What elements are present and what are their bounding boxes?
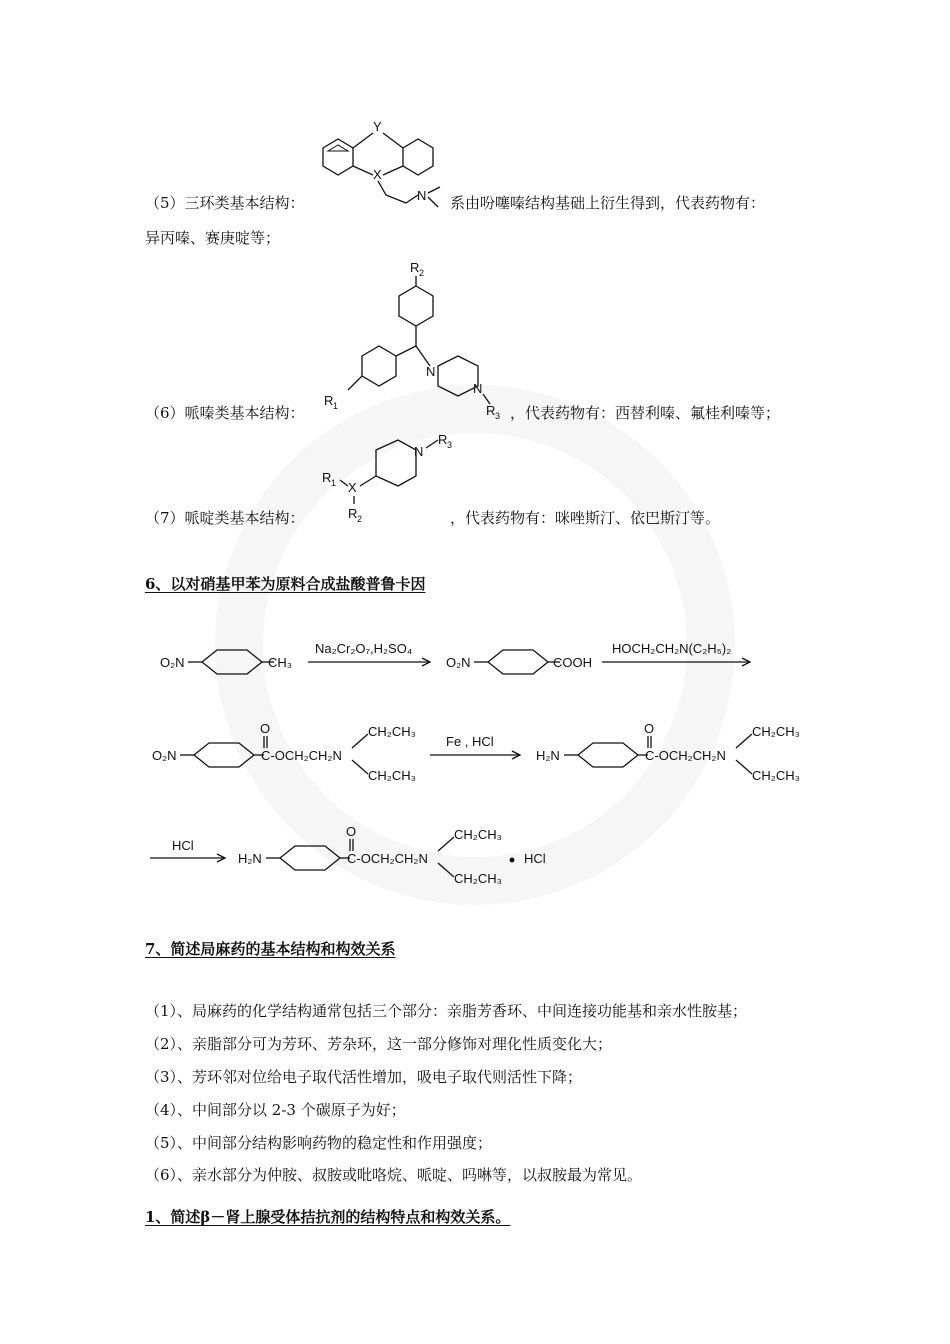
struct7-r1: R — [322, 470, 332, 485]
section5-suffix: 系由吩噻嗪结构基础上衍生得到，代表药物有： — [450, 194, 766, 212]
struct5-n: N — [417, 188, 427, 203]
struct7-r2-sub: 2 — [357, 514, 363, 524]
syn-carbonyl-2: O — [644, 721, 655, 736]
syn-salt: HCl — [524, 851, 546, 866]
syn-carbonyl-3: O — [346, 824, 357, 839]
section6-suffix: ，代表药物有：西替利嗪、氟桂利嗪等； — [510, 404, 781, 422]
syn-h2n-2: H₂N — [238, 851, 262, 866]
section5-prefix: （5）三环类基本结构： — [145, 194, 305, 212]
syn-ethyl-3a: CH₂CH₃ — [454, 827, 502, 842]
list7-item-4: （4）、中间部分以 2-3 个碳原子为好； — [145, 1101, 406, 1119]
syn-ethyl-1b: CH₂CH₃ — [368, 768, 416, 783]
section7-prefix: （7）哌啶类基本结构： — [145, 509, 305, 527]
section6-prefix: （6）哌嗪类基本结构： — [145, 404, 305, 422]
syn-o2n-2: O₂N — [446, 655, 471, 670]
heading-6: 6、以对硝基甲苯为原料合成盐酸普鲁卡因 — [145, 575, 426, 593]
struct7-r1-sub: 1 — [331, 478, 337, 488]
syn-reagent4: HCl — [172, 838, 194, 853]
section7-suffix: ，代表药物有：咪唑斯汀、依巴斯汀等。 — [450, 509, 721, 527]
tricyclic-structure — [318, 115, 448, 215]
list7-item-5: （5）、中间部分结构影响药物的稳定性和作用强度； — [145, 1134, 493, 1152]
piperidine-structure — [318, 428, 468, 523]
struct6-r1: R — [324, 393, 334, 408]
syn-ethyl-2b: CH₂CH₃ — [752, 768, 800, 783]
syn-o2n-1: O₂N — [160, 655, 185, 670]
syn-ester-1: C-OCH₂CH₂N — [261, 748, 342, 763]
syn-reagent1: Na₂Cr₂O₇,H₂SO₄ — [315, 641, 413, 656]
section5-line2: 异丙嗪、赛庚啶等； — [145, 229, 281, 247]
syn-ester-2: C-OCH₂CH₂N — [645, 748, 726, 763]
syn-cooh: COOH — [553, 655, 592, 670]
struct6-r2: R — [410, 260, 420, 275]
struct6-r3: R — [486, 403, 496, 418]
syn-reagent3: Fe , HCl — [446, 734, 494, 749]
struct6-r2-sub: 2 — [419, 268, 425, 278]
struct6-r3-sub: 3 — [495, 411, 501, 421]
heading-7: 7、简述局麻药的基本结构和构效关系 — [145, 940, 396, 958]
syn-h2n-1: H₂N — [536, 748, 560, 763]
syn-reagent2: HOCH₂CH₂N(C₂H₅)₂ — [612, 641, 732, 656]
struct5-y: Y — [373, 119, 382, 134]
syn-ester-3: C-OCH₂CH₂N — [347, 851, 428, 866]
struct5-x: X — [373, 167, 382, 182]
syn-o2n-3: O₂N — [152, 748, 177, 763]
heading-1: 1、简述β－肾上腺受体拮抗剂的结构特点和构效关系。 — [145, 1208, 511, 1226]
list7-item-1: （1）、局麻药的化学结构通常包括三个部分：亲脂芳香环、中间连接功能基和亲水性胺基； — [145, 1002, 748, 1020]
syn-ethyl-3b: CH₂CH₃ — [454, 871, 502, 886]
list7-item-3: （3）、芳环邻对位给电子取代活性增加，吸电子取代则活性下降； — [145, 1068, 583, 1086]
struct7-r3: R — [438, 432, 448, 447]
struct6-r1-sub: 1 — [333, 401, 339, 411]
struct7-n: N — [414, 444, 424, 459]
syn-ethyl-2a: CH₂CH₃ — [752, 724, 800, 739]
procaine-synthesis-scheme — [140, 620, 820, 900]
syn-ethyl-1a: CH₂CH₃ — [368, 724, 416, 739]
struct6-n2: N — [473, 381, 483, 396]
struct7-x: X — [348, 480, 357, 495]
struct7-r2: R — [348, 506, 358, 521]
struct6-n1: N — [426, 364, 436, 379]
syn-ch3: CH₃ — [268, 655, 293, 670]
syn-carbonyl-1: O — [260, 721, 271, 736]
piperazine-structure — [318, 258, 518, 423]
list7-item-6: （6）、亲水部分为仲胺、叔胺或吡咯烷、哌啶、吗啉等，以叔胺最为常见。 — [145, 1166, 643, 1184]
struct7-r3-sub: 3 — [447, 440, 453, 450]
list7-item-2: （2）、亲脂部分可为芳环、芳杂环，这一部分修饰对理化性质变化大； — [145, 1035, 613, 1053]
